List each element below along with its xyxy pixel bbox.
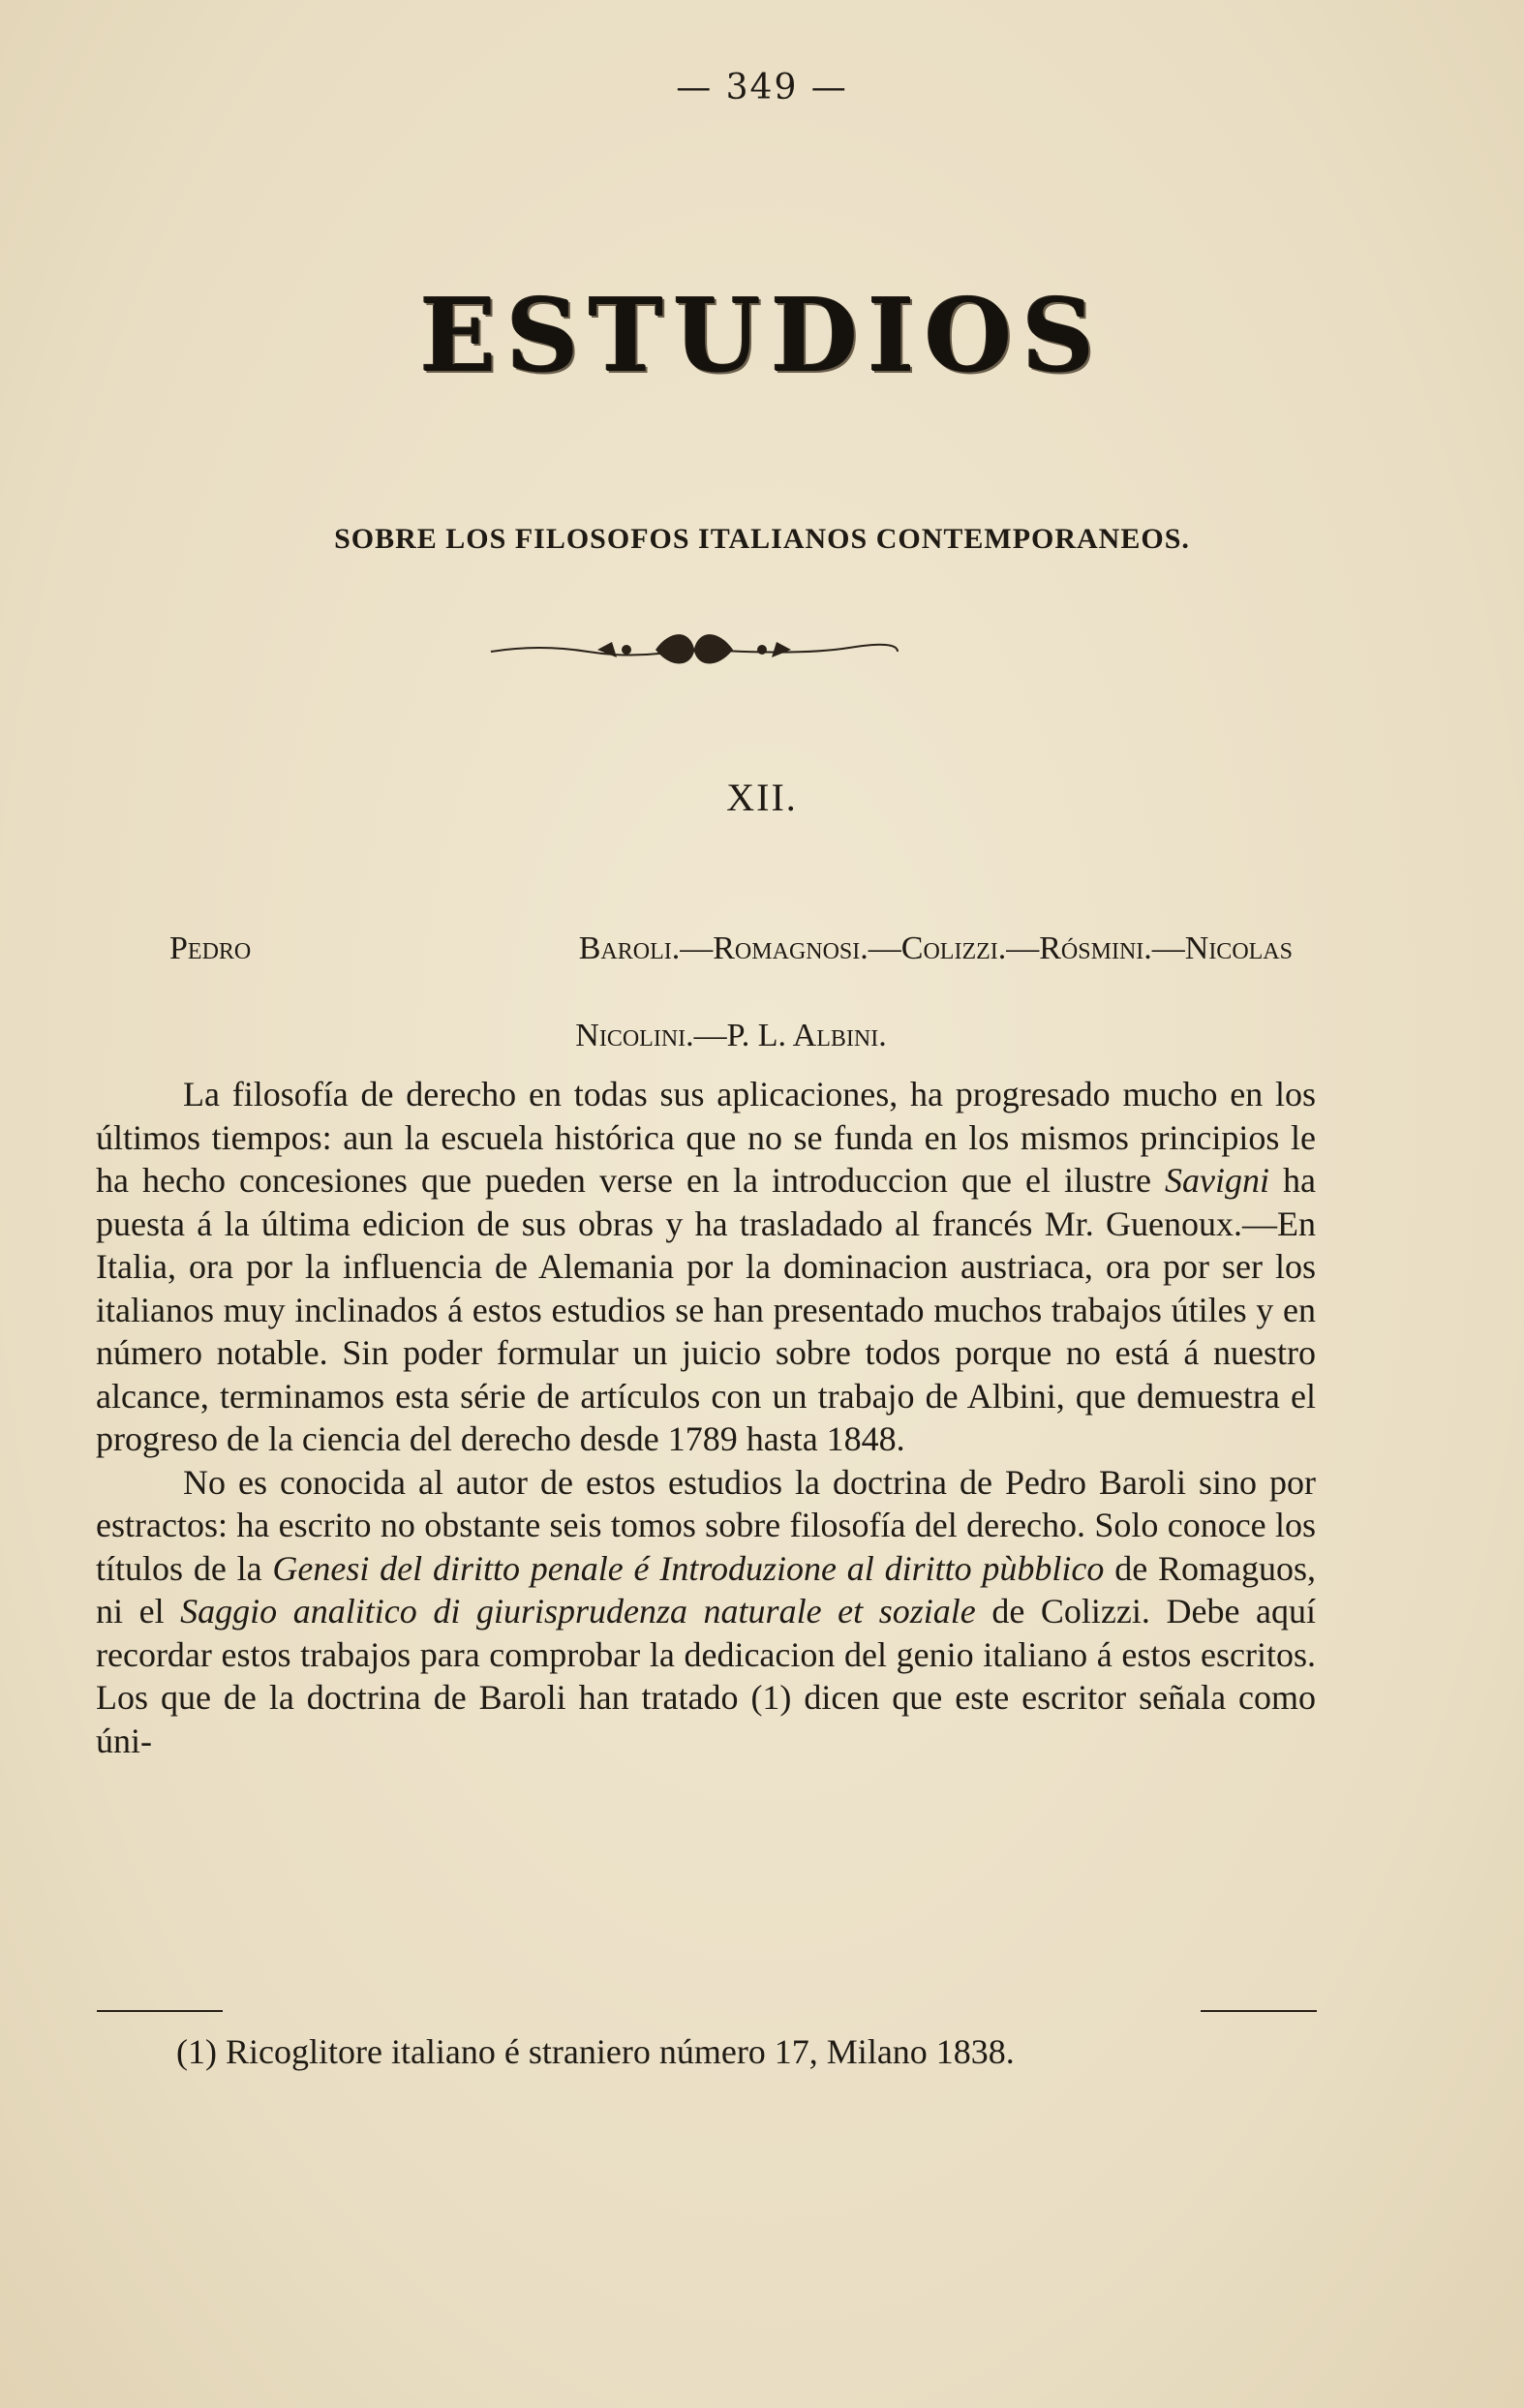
page-number: — 349 —	[676, 68, 848, 107]
footnote-divider-right	[1201, 2010, 1317, 2012]
paragraph-2-text-c: de Colizzi. Debe aquí recordar estos trabajos para comprobar la dedicacion del genio italiano á estos escritos. Los que de la doctrina de Baroli han tratado (1) dicen que este escritor señala como úni-	[96, 1592, 1316, 1760]
chapter-number: XII.	[726, 776, 798, 819]
paragraph-2-italic-genesi: Genesi del diritto penale é Introduzione al diritto pùbblico	[272, 1548, 1105, 1588]
footnote-divider	[97, 2010, 223, 2012]
body-text	[96, 1073, 1316, 1762]
paragraph-2-text-a: No es conocida al autor de estos estudios la doctrina de Pedro Baroli sino por estractos: ha escrito no obstante seis tomos sobre filosofía del derecho. Solo conoce los títulos de la	[96, 1462, 1316, 1588]
paragraph-2-text-b: de Romaguos, ni el	[96, 1548, 1317, 1631]
paragraph-2	[96, 1461, 1316, 1763]
page-title: ESTUDIOS	[419, 276, 1105, 395]
authors-line-1: Pedro Baroli.—Romagnosi.—Colizzi.—Rósmini.—Nicolas	[169, 930, 1293, 966]
paragraph-2-italic-saggio: Saggio analitico di giurisprudenza naturale et soziale	[180, 1592, 976, 1631]
chapter-authors	[169, 905, 1293, 1080]
ornament-divider-icon	[481, 625, 907, 673]
paragraph-1-text-b: ha puesta á la última edicion de sus obras y ha trasladado al francés Mr. Guenoux.—En Italia, ora por la influencia de Alemania por la dominacion austriaca, ora por ser los italianos muy inclinados á estos estudios se han presentado muchos trabajos útiles y en número notable. Sin poder formular un juicio sobre todos porque no está á nuestro alcance, terminamos esta série de artículos con un trabajo de Albini, que demuestra el progreso de la ciencia del derecho desde 1789 hasta 1848.	[96, 1161, 1316, 1458]
paragraph-1	[96, 1073, 1316, 1461]
page-subtitle: SOBRE LOS FILOSOFOS ITALIANOS CONTEMPORANEOS.	[334, 523, 1190, 555]
paragraph-1-italic: Savigni	[1165, 1161, 1269, 1200]
authors-line-2: Nicolini.—P. L. Albini.	[575, 1018, 887, 1053]
paragraph-1-text-a: La filosofía de derecho en todas sus aplicaciones, ha progresado mucho en los últimos tiempos: aun la escuela histórica que no se funda en los mismos principios le ha hecho concesiones que pueden verse en la introduccion que el ilustre	[96, 1075, 1316, 1200]
footnote: (1) Ricoglitore italiano é straniero número 17, Milano 1838.	[176, 2032, 1015, 2071]
